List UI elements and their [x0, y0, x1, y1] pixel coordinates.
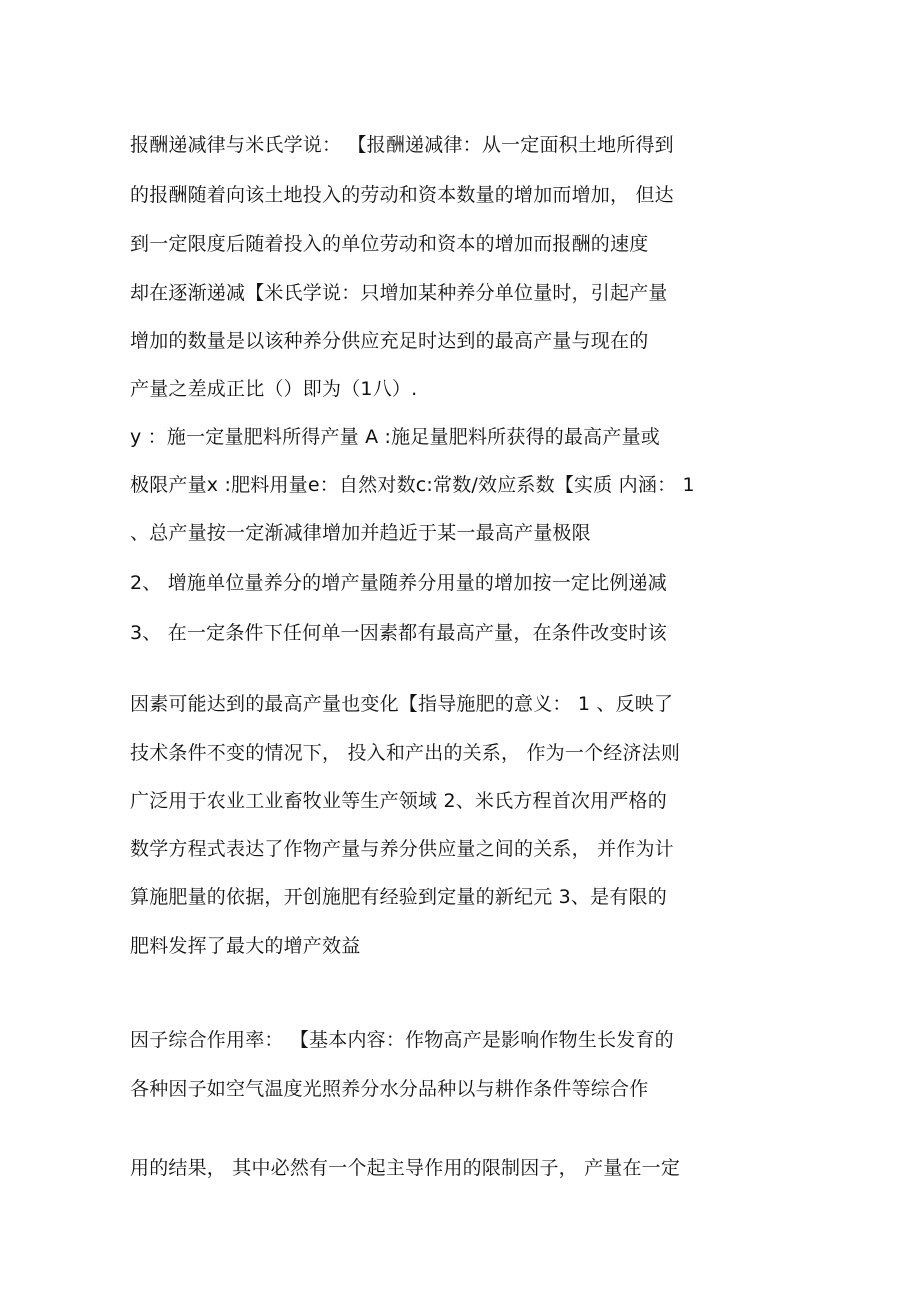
text-line-8: 极限产量x :肥料用量e：自然对数c:常数/效应系数【实质 内涵： 1 [130, 474, 695, 496]
text-line-20: 用的结果， 其中必然有一个起主导作用的限制因子， 产量在一定 [130, 1157, 681, 1179]
text-line-18: 因子综合作用率： 【基本内容：作物高产是影响作物生长发育的 [130, 1029, 674, 1051]
text-line-11: 3、 在一定条件下任何单一因素都有最高产量，在条件改变时该 [130, 622, 667, 644]
text-line-4: 却在逐渐递减【米氏学说：只增加某种养分单位量时，引起产量 [130, 282, 668, 304]
text-line-17: 肥料发挥了最大的增产效益 [130, 935, 361, 957]
text-line-15: 数学方程式表达了作物产量与养分供应量之间的关系， 并作为计 [130, 838, 674, 860]
text-line-12: 因素可能达到的最高产量也变化【指导施肥的意义： 1 、反映了 [130, 693, 674, 715]
text-line-14: 广泛用于农业工业畜牧业等生产领域 2、米氏方程首次用严格的 [130, 790, 667, 812]
text-line-1: 报酬递减律与米氏学说： 【报酬递减律：从一定面积土地所得到 [130, 134, 674, 156]
text-line-2: 的报酬随着向该土地投入的劳动和资本数量的增加而增加， 但达 [130, 184, 674, 206]
text-line-6: 产量之差成正比（）即为（1八）. [130, 378, 418, 400]
text-line-7: y ：施一定量肥料所得产量 A :施足量肥料所获得的最高产量或 [130, 426, 660, 448]
text-line-9: 、总产量按一定渐减律增加并趋近于某一最高产量极限 [130, 522, 591, 544]
text-line-13: 技术条件不变的情况下， 投入和产出的关系， 作为一个经济法则 [130, 742, 681, 764]
text-line-19: 各种因子如空气温度光照养分水分品种以与耕作条件等综合作 [130, 1078, 649, 1100]
text-line-3: 到一定限度后随着投入的单位劳动和资本的增加而报酬的速度 [130, 233, 649, 255]
text-line-16: 算施肥量的依据，开创施肥有经验到定量的新纪元 3、是有限的 [130, 886, 667, 908]
text-line-10: 2、 增施单位量养分的增产量随养分用量的增加按一定比例递减 [130, 572, 667, 594]
text-line-5: 增加的数量是以该种养分供应充足时达到的最高产量与现在的 [130, 330, 649, 352]
